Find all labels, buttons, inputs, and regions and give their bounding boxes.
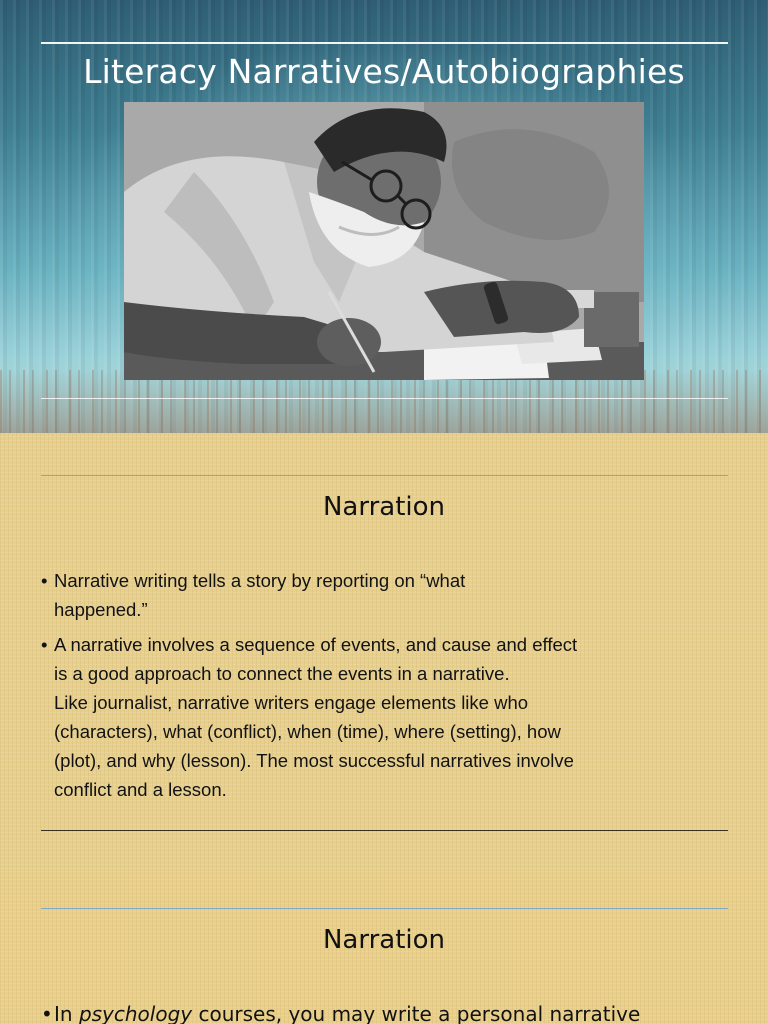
bullet-text-start: In [54, 1002, 79, 1024]
title-bottom-rule [41, 398, 728, 399]
slide-bottom-rule [41, 830, 728, 831]
heading-top-rule [41, 475, 728, 476]
bullet-icon: • [41, 1002, 53, 1024]
bullet-icon: • [41, 634, 48, 655]
bullet-icon: • [41, 570, 48, 591]
bullet-line: happened.” [54, 599, 148, 620]
bullet-list [41, 566, 641, 810]
emphasis-text: psychology [78, 1002, 193, 1024]
slide-title: Literacy Narratives/Autobiographies [83, 52, 685, 91]
bullet-line: Narrative writing tells a story by reporting on “what [54, 570, 466, 591]
narration-slide-2 [0, 869, 768, 1024]
list-item [41, 630, 641, 804]
bullet-line: A narrative involves a sequence of events, and cause and effect [54, 634, 578, 655]
title-slide [0, 0, 768, 433]
writer-photo [124, 102, 644, 380]
bullet-line: conflict and a lesson. [54, 779, 227, 800]
title-top-rule [41, 42, 728, 44]
slide-heading: Narration [322, 492, 446, 522]
bullet-line: is a good approach to connect the events in a narrative. [54, 663, 510, 684]
slide-heading: Narration [322, 925, 446, 955]
list-item [41, 566, 641, 624]
heading-top-rule [41, 908, 728, 909]
narration-slide [0, 433, 768, 869]
bullet-line: Like journalist, narrative writers engage elements like who [54, 692, 529, 713]
list-item [41, 1000, 761, 1024]
bullet-line: (plot), and why (lesson). The most successful narratives involve [54, 750, 574, 771]
bullet-text-end: courses, you may write a personal narrative [192, 1002, 641, 1024]
bullet-list [41, 1000, 761, 1024]
bullet-line: (characters), what (conflict), when (time), where (setting), how [54, 721, 561, 742]
